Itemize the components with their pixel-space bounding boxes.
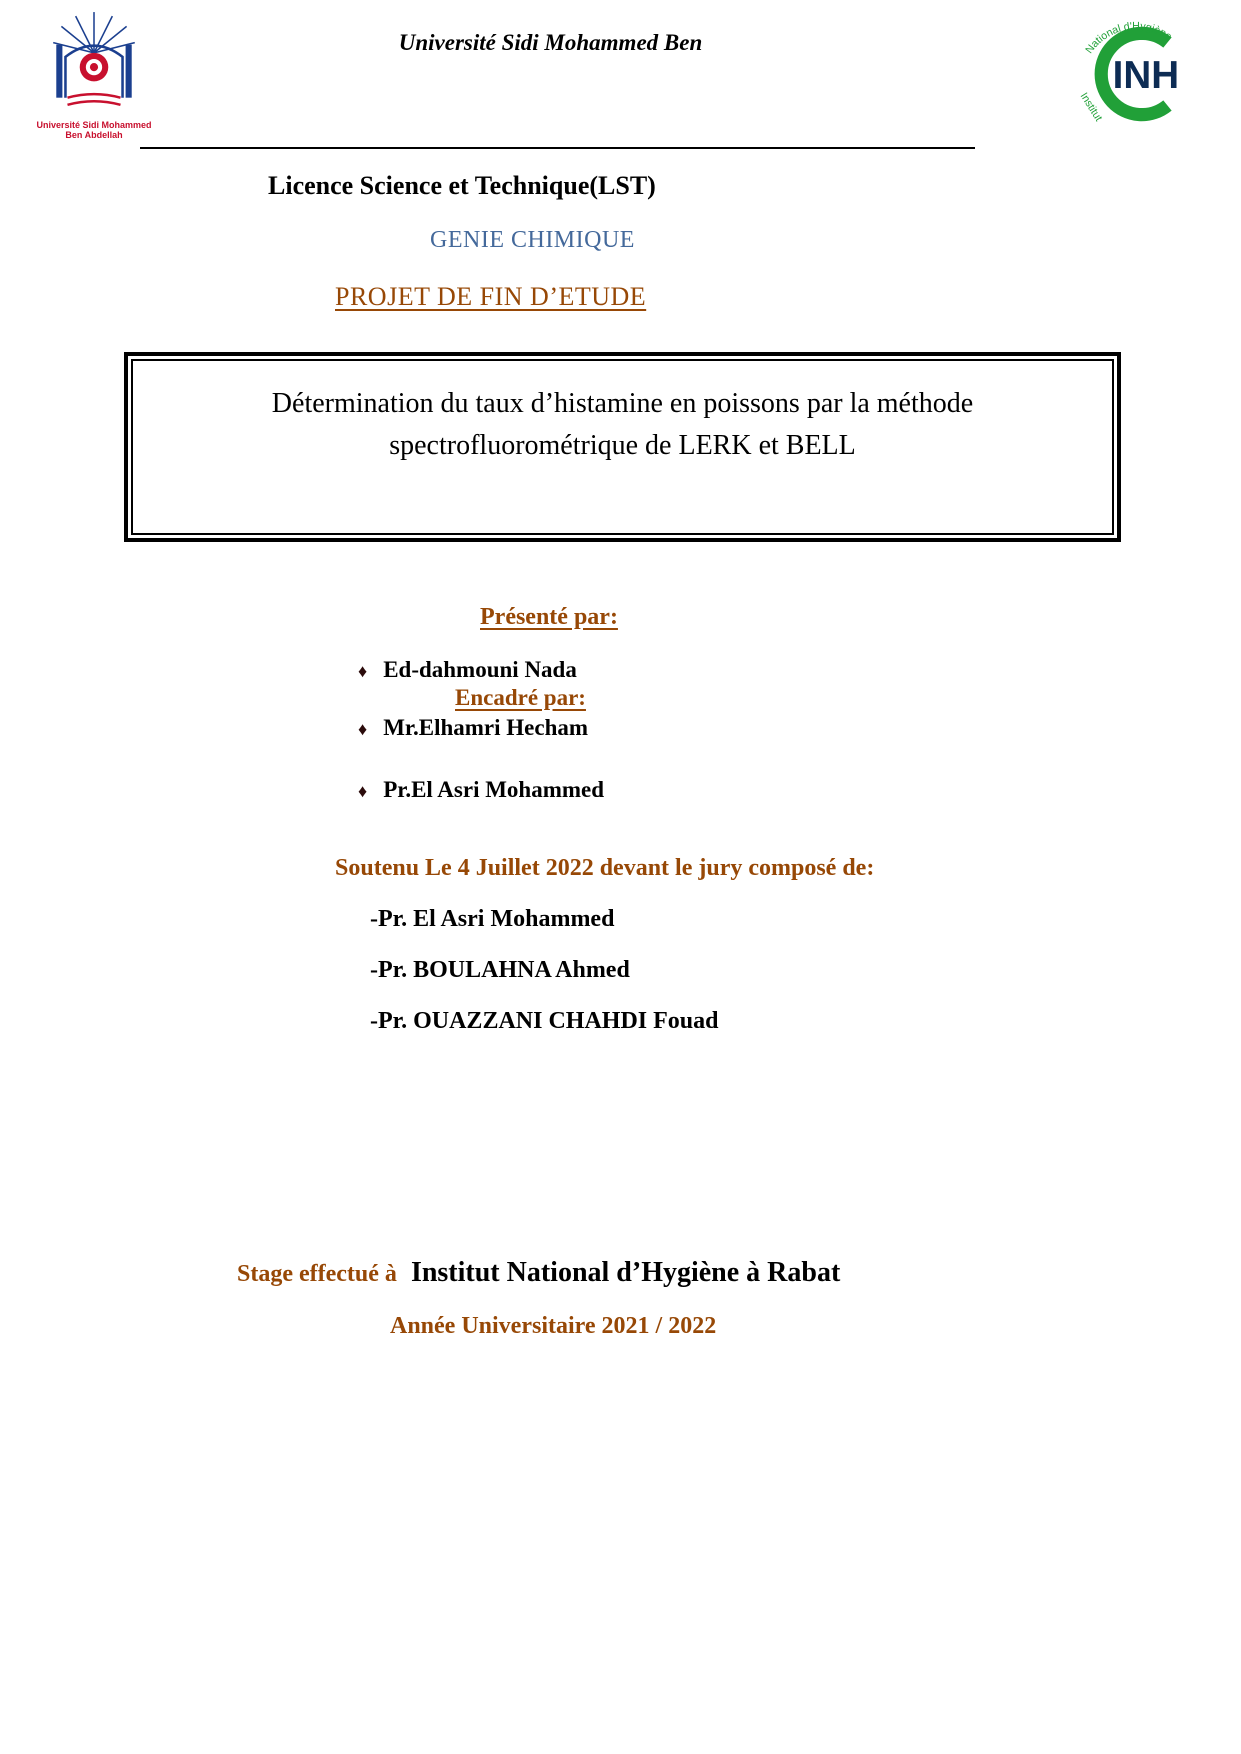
university-emblem-icon (42, 8, 146, 114)
university-logo (34, 8, 154, 141)
student-name: Ed-dahmouni Nada (383, 657, 577, 682)
jury-member: -Pr. OUAZZANI CHAHDI Fouad (370, 1008, 719, 1034)
stage-place: Institut National d’Hygiène à Rabat (410, 1257, 841, 1288)
thesis-title: Détermination du taux d’histamine en poissons par la méthode spectrofluorométrique de LERK et BELL (131, 359, 1114, 535)
diamond-bullet-icon: ♦ (358, 661, 368, 681)
diamond-bullet-icon: ♦ (358, 719, 368, 739)
heading-genie-chimique: GENIE CHIMIQUE (430, 227, 635, 253)
heading-licence: Licence Science et Technique(LST) (268, 171, 656, 200)
supervisor-name: Mr.Elhamri Hecham (383, 715, 589, 740)
inh-arc-text-top: National d'Hygiène (1083, 20, 1175, 56)
presented-by-label: Présenté par: (480, 604, 618, 630)
diamond-bullet-icon: ♦ (358, 781, 368, 801)
university-caption-line2: Ben Abdellah (65, 130, 123, 141)
supervisor-row (358, 715, 1241, 741)
inh-logo (1067, 8, 1205, 145)
academic-year: Année Universitaire 2021 / 2022 (390, 1313, 717, 1339)
jury-member: -Pr. El Asri Mohammed (370, 906, 615, 932)
header-university-title: Université Sidi Mohammed Ben (398, 30, 703, 55)
thesis-title-box (124, 352, 1121, 542)
inh-logo-icon (1067, 8, 1205, 140)
heading-projet-de-fin-detude: PROJET DE FIN D’ETUDE (335, 282, 647, 311)
page-header (0, 0, 1241, 145)
supervisor-row (358, 777, 1241, 803)
jury-intro: Soutenu Le 4 Juillet 2022 devant le jury composé de: (335, 855, 875, 881)
stage-line (237, 1257, 1241, 1289)
inh-acronym: INH (1112, 54, 1180, 98)
supervisor-name: Pr.El Asri Mohammed (383, 777, 605, 802)
student-row (358, 657, 1241, 683)
supervised-by-label: Encadré par: (455, 685, 586, 710)
university-caption-line1: Université Sidi Mohammed (36, 120, 152, 130)
jury-member: -Pr. BOULAHNA Ahmed (370, 957, 630, 983)
inh-arc-text-bottom: Institut (1077, 90, 1105, 124)
stage-label: Stage effectué à (237, 1261, 397, 1287)
university-logo-caption (34, 120, 154, 141)
header-divider (140, 147, 975, 149)
